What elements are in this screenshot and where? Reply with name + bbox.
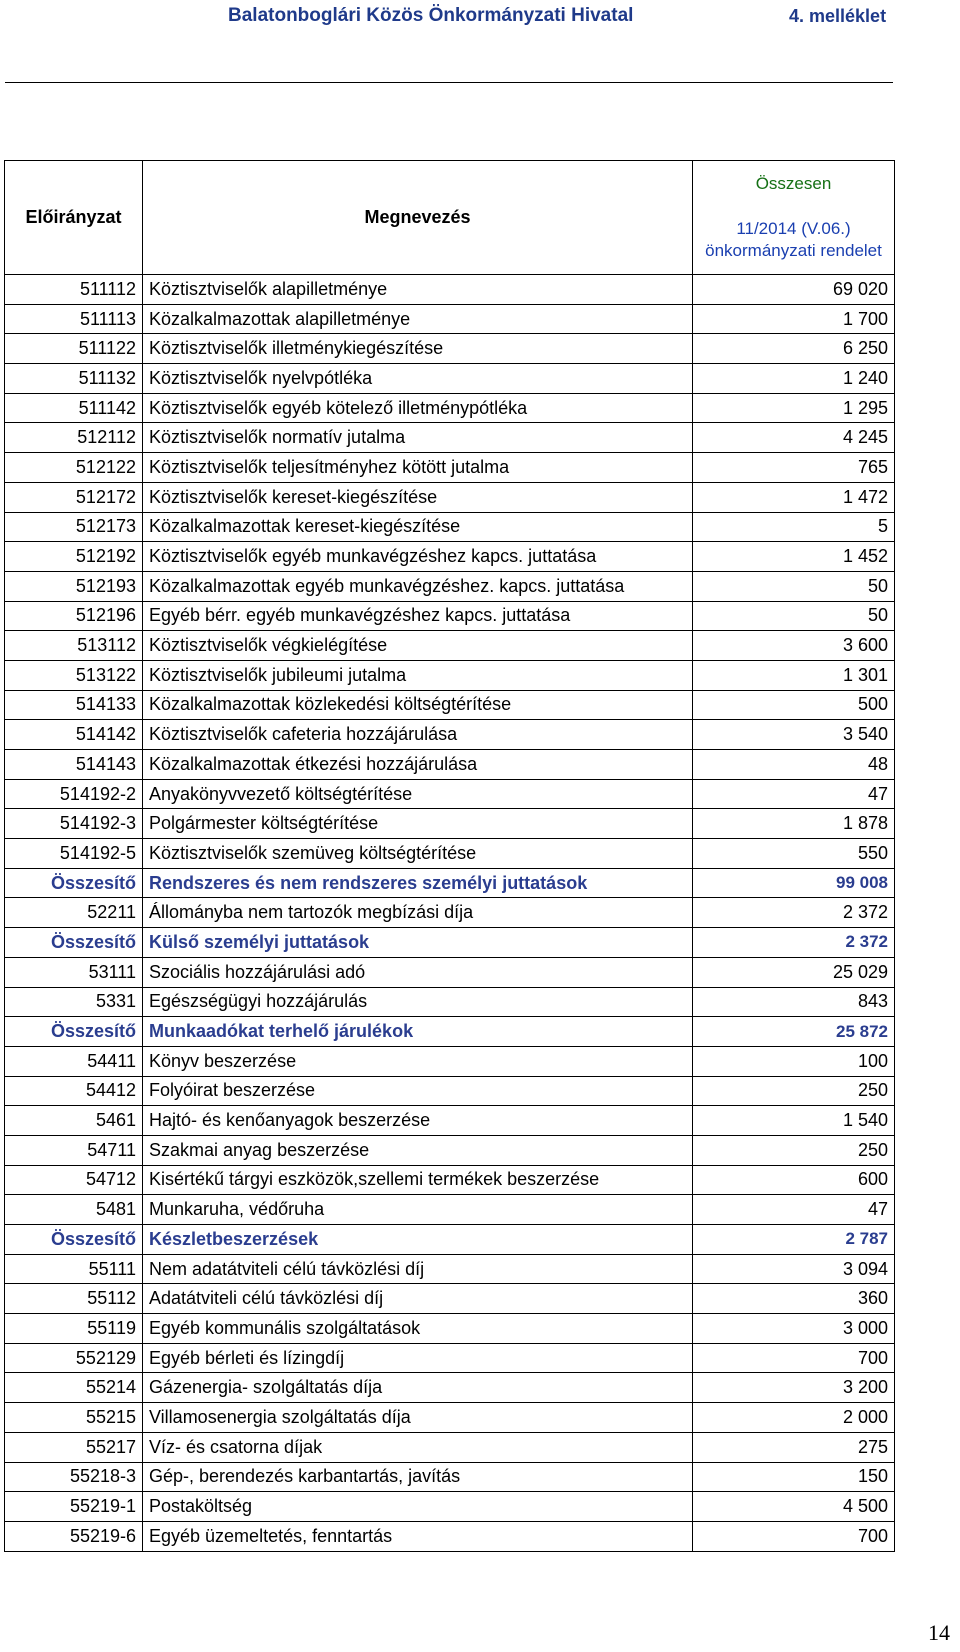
row-code: Összesítő [5,868,143,898]
row-amount: 3 094 [693,1254,895,1284]
row-amount: 99 008 [693,868,895,898]
row-amount: 250 [693,1135,895,1165]
row-name: Köztisztviselők egyéb munkavégzéshez kapcs. juttatása [143,542,693,572]
row-code: 512122 [5,453,143,483]
budget-rows [5,275,895,1552]
column-header-total: Összesen [693,161,895,207]
budget-table [4,160,895,1552]
table-row [5,779,895,809]
table-row [5,393,895,423]
summary-row [5,928,895,958]
row-amount: 2 372 [693,928,895,958]
row-code: 512193 [5,571,143,601]
table-row [5,839,895,869]
row-code: 53111 [5,957,143,987]
row-code: 514192-3 [5,809,143,839]
row-code: 54711 [5,1135,143,1165]
table-row [5,1046,895,1076]
table-row [5,453,895,483]
row-name: Rendszeres és nem rendszeres személyi juttatások [143,868,693,898]
row-amount: 700 [693,1521,895,1551]
row-amount: 765 [693,453,895,483]
row-name: Könyv beszerzése [143,1046,693,1076]
row-code: 511122 [5,334,143,364]
table-row [5,423,895,453]
row-code: 512192 [5,542,143,572]
table-row [5,1284,895,1314]
row-code: 55119 [5,1314,143,1344]
row-name: Köztisztviselők alapilletménye [143,275,693,305]
row-name: Postaköltség [143,1492,693,1522]
row-name: Köztisztviselők szemüveg költségtérítése [143,839,693,869]
row-name: Köztisztviselők illetménykiegészítése [143,334,693,364]
row-code: 511132 [5,364,143,394]
row-code: 511112 [5,275,143,305]
row-amount: 3 600 [693,631,895,661]
page-number: 14 [928,1620,950,1645]
row-name: Víz- és csatorna díjak [143,1432,693,1462]
row-name: Adatátviteli célú távközlési díj [143,1284,693,1314]
row-amount: 550 [693,839,895,869]
row-name: Köztisztviselők cafeteria hozzájárulása [143,720,693,750]
row-code: 514142 [5,720,143,750]
table-row [5,482,895,512]
table-row [5,690,895,720]
row-code: 5481 [5,1195,143,1225]
table-row [5,1343,895,1373]
row-amount: 6 250 [693,334,895,364]
table-row [5,631,895,661]
row-amount: 150 [693,1462,895,1492]
row-code: 52211 [5,898,143,928]
table-row [5,1462,895,1492]
row-name: Egyéb bérr. egyéb munkavégzéshez kapcs. juttatása [143,601,693,631]
table-row [5,1492,895,1522]
row-code: 512112 [5,423,143,453]
row-name: Köztisztviselők kereset-kiegészítése [143,482,693,512]
row-name: Köztisztviselők jubileumi jutalma [143,660,693,690]
row-amount: 4 500 [693,1492,895,1522]
row-amount: 48 [693,750,895,780]
table-row [5,601,895,631]
row-code: 54411 [5,1046,143,1076]
row-amount: 2 787 [693,1225,895,1255]
row-name: Gázenergia- szolgáltatás díja [143,1373,693,1403]
row-amount: 50 [693,601,895,631]
row-name: Egészségügyi hozzájárulás [143,987,693,1017]
row-amount: 4 245 [693,423,895,453]
row-amount: 25 029 [693,957,895,987]
table-row [5,1521,895,1551]
row-name: Polgármester költségtérítése [143,809,693,839]
row-code: 512196 [5,601,143,631]
table-row [5,571,895,601]
row-amount: 3 200 [693,1373,895,1403]
table-row [5,750,895,780]
row-code: Összesítő [5,1017,143,1047]
row-code: 55218-3 [5,1462,143,1492]
row-name: Köztisztviselők végkielégítése [143,631,693,661]
row-amount: 1 472 [693,482,895,512]
row-amount: 47 [693,1195,895,1225]
row-code: 514133 [5,690,143,720]
row-code: 513112 [5,631,143,661]
column-header-decree: 11/2014 (V.06.) önkormányzati rendelet [693,206,895,275]
table-row [5,275,895,305]
row-name: Nem adatátviteli célú távközlési díj [143,1254,693,1284]
table-row [5,542,895,572]
row-code: 55214 [5,1373,143,1403]
table-row [5,512,895,542]
row-amount: 250 [693,1076,895,1106]
column-header-name: Megnevezés [143,161,693,275]
row-name: Munkaadókat terhelő járulékok [143,1017,693,1047]
row-amount: 47 [693,779,895,809]
row-name: Munkaruha, védőruha [143,1195,693,1225]
table-row [5,364,895,394]
table-row [5,809,895,839]
row-amount: 25 872 [693,1017,895,1047]
row-name: Külső személyi juttatások [143,928,693,958]
row-amount: 50 [693,571,895,601]
row-code: 513122 [5,660,143,690]
row-code: 55217 [5,1432,143,1462]
table-row [5,1135,895,1165]
row-name: Szakmai anyag beszerzése [143,1135,693,1165]
table-row [5,334,895,364]
table-row [5,1076,895,1106]
table-row [5,1432,895,1462]
table-row [5,987,895,1017]
row-code: 552129 [5,1343,143,1373]
row-name: Kisértékű tárgyi eszközök,szellemi termékek beszerzése [143,1165,693,1195]
row-amount: 360 [693,1284,895,1314]
row-name: Készletbeszerzések [143,1225,693,1255]
table-row [5,1403,895,1433]
row-name: Folyóirat beszerzése [143,1076,693,1106]
row-amount: 2 372 [693,898,895,928]
row-amount: 600 [693,1165,895,1195]
row-name: Hajtó- és kenőanyagok beszerzése [143,1106,693,1136]
row-code: Összesítő [5,1225,143,1255]
summary-row [5,1017,895,1047]
row-code: 55219-6 [5,1521,143,1551]
annex-label: 4. melléklet [789,6,887,26]
row-amount: 1 301 [693,660,895,690]
row-name: Szociális hozzájárulási adó [143,957,693,987]
row-name: Közalkalmazottak egyéb munkavégzéshez. kapcs. juttatása [143,571,693,601]
row-amount: 1 878 [693,809,895,839]
table-row [5,1106,895,1136]
row-name: Anyakönyvvezető költségtérítése [143,779,693,809]
row-amount: 700 [693,1343,895,1373]
header-divider [5,82,893,83]
summary-row [5,868,895,898]
summary-row [5,1225,895,1255]
row-name: Köztisztviselők normatív jutalma [143,423,693,453]
row-amount: 100 [693,1046,895,1076]
row-code: 512173 [5,512,143,542]
row-code: 511142 [5,393,143,423]
table-row [5,1195,895,1225]
row-code: 5331 [5,987,143,1017]
row-code: 55219-1 [5,1492,143,1522]
row-code: 55215 [5,1403,143,1433]
row-code: 514192-2 [5,779,143,809]
column-header-code: Előirányzat [5,161,143,275]
row-code: 55111 [5,1254,143,1284]
row-code: 514143 [5,750,143,780]
table-row [5,304,895,334]
row-amount: 69 020 [693,275,895,305]
row-name: Köztisztviselők egyéb kötelező illetménypótléka [143,393,693,423]
row-name: Egyéb üzemeltetés, fenntartás [143,1521,693,1551]
row-name: Köztisztviselők nyelvpótléka [143,364,693,394]
row-amount: 1 700 [693,304,895,334]
row-code: 512172 [5,482,143,512]
row-amount: 1 540 [693,1106,895,1136]
row-code: 514192-5 [5,839,143,869]
row-name: Közalkalmazottak alapilletménye [143,304,693,334]
row-amount: 5 [693,512,895,542]
row-amount: 1 240 [693,364,895,394]
row-name: Közalkalmazottak közlekedési költségtérítése [143,690,693,720]
row-name: Gép-, berendezés karbantartás, javítás [143,1462,693,1492]
table-row [5,1165,895,1195]
table-row [5,660,895,690]
row-amount: 275 [693,1432,895,1462]
row-code: 55112 [5,1284,143,1314]
table-row [5,1254,895,1284]
row-code: 54412 [5,1076,143,1106]
row-amount: 843 [693,987,895,1017]
row-amount: 3 540 [693,720,895,750]
table-row [5,1373,895,1403]
row-code: 511113 [5,304,143,334]
table-row [5,898,895,928]
document-title: Balatonboglári Közös Önkormányzati Hivatal [228,5,634,26]
row-name: Egyéb kommunális szolgáltatások [143,1314,693,1344]
table-row [5,720,895,750]
row-name: Köztisztviselők teljesítményhez kötött jutalma [143,453,693,483]
table-row [5,1314,895,1344]
row-amount: 1 452 [693,542,895,572]
row-name: Közalkalmazottak kereset-kiegészítése [143,512,693,542]
row-code: 5461 [5,1106,143,1136]
table-row [5,957,895,987]
row-amount: 1 295 [693,393,895,423]
row-amount: 2 000 [693,1403,895,1433]
row-name: Állományba nem tartozók megbízási díja [143,898,693,928]
row-name: Egyéb bérleti és lízingdíj [143,1343,693,1373]
row-name: Közalkalmazottak étkezési hozzájárulása [143,750,693,780]
row-amount: 3 000 [693,1314,895,1344]
row-name: Villamosenergia szolgáltatás díja [143,1403,693,1433]
row-code: Összesítő [5,928,143,958]
row-amount: 500 [693,690,895,720]
row-code: 54712 [5,1165,143,1195]
